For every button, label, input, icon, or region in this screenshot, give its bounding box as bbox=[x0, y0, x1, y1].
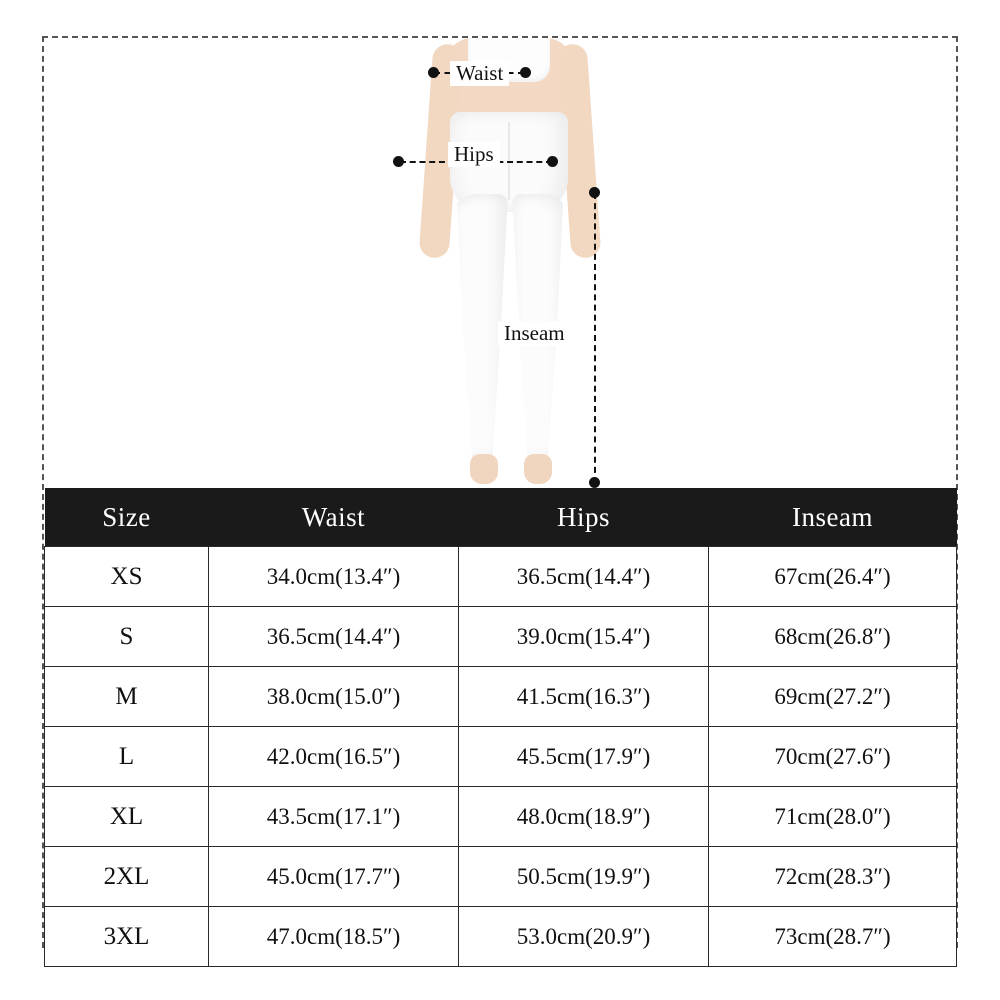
header-inseam: Inseam bbox=[709, 488, 957, 547]
table-row bbox=[45, 907, 957, 967]
cell-size: XL bbox=[45, 787, 209, 847]
header-size: Size bbox=[45, 488, 209, 547]
cell-hips: 53.0cm(20.9″) bbox=[459, 907, 709, 967]
hips-label: Hips bbox=[448, 142, 500, 167]
size-table bbox=[44, 488, 957, 967]
waist-endpoint-left-dot bbox=[428, 67, 439, 78]
inseam-endpoint-top-dot bbox=[589, 187, 600, 198]
right-foot-shape bbox=[524, 454, 552, 484]
cell-waist: 34.0cm(13.4″) bbox=[209, 547, 459, 607]
left-foot-shape bbox=[470, 454, 498, 484]
cell-size: 2XL bbox=[45, 847, 209, 907]
cell-hips: 39.0cm(15.4″) bbox=[459, 607, 709, 667]
inseam-measure-line bbox=[594, 193, 596, 483]
table-header-row bbox=[45, 488, 957, 547]
cell-hips: 50.5cm(19.9″) bbox=[459, 847, 709, 907]
cell-size: L bbox=[45, 727, 209, 787]
product-illustration bbox=[44, 38, 956, 488]
waist-endpoint-right-dot bbox=[520, 67, 531, 78]
inseam-endpoint-bottom-dot bbox=[589, 477, 600, 488]
cell-waist: 43.5cm(17.1″) bbox=[209, 787, 459, 847]
cell-inseam: 71cm(28.0″) bbox=[709, 787, 957, 847]
cell-inseam: 67cm(26.4″) bbox=[709, 547, 957, 607]
cell-size: XS bbox=[45, 547, 209, 607]
cell-inseam: 69cm(27.2″) bbox=[709, 667, 957, 727]
hips-endpoint-left-dot bbox=[393, 156, 404, 167]
cell-waist: 38.0cm(15.0″) bbox=[209, 667, 459, 727]
cell-size: M bbox=[45, 667, 209, 727]
inseam-label: Inseam bbox=[498, 321, 571, 346]
cell-waist: 36.5cm(14.4″) bbox=[209, 607, 459, 667]
cell-inseam: 72cm(28.3″) bbox=[709, 847, 957, 907]
table-row bbox=[45, 727, 957, 787]
cell-hips: 48.0cm(18.9″) bbox=[459, 787, 709, 847]
cell-hips: 45.5cm(17.9″) bbox=[459, 727, 709, 787]
table-row bbox=[45, 787, 957, 847]
cell-inseam: 73cm(28.7″) bbox=[709, 907, 957, 967]
cell-inseam: 70cm(27.6″) bbox=[709, 727, 957, 787]
header-waist: Waist bbox=[209, 488, 459, 547]
cell-waist: 47.0cm(18.5″) bbox=[209, 907, 459, 967]
cell-waist: 45.0cm(17.7″) bbox=[209, 847, 459, 907]
table-row bbox=[45, 847, 957, 907]
table-row bbox=[45, 667, 957, 727]
model-figure bbox=[384, 38, 644, 488]
cell-size: S bbox=[45, 607, 209, 667]
hips-endpoint-right-dot bbox=[547, 156, 558, 167]
cell-hips: 36.5cm(14.4″) bbox=[459, 547, 709, 607]
cell-size: 3XL bbox=[45, 907, 209, 967]
waist-label: Waist bbox=[450, 61, 509, 86]
table-row bbox=[45, 547, 957, 607]
cell-inseam: 68cm(26.8″) bbox=[709, 607, 957, 667]
cell-waist: 42.0cm(16.5″) bbox=[209, 727, 459, 787]
table-row bbox=[45, 607, 957, 667]
cell-hips: 41.5cm(16.3″) bbox=[459, 667, 709, 727]
header-hips: Hips bbox=[459, 488, 709, 547]
